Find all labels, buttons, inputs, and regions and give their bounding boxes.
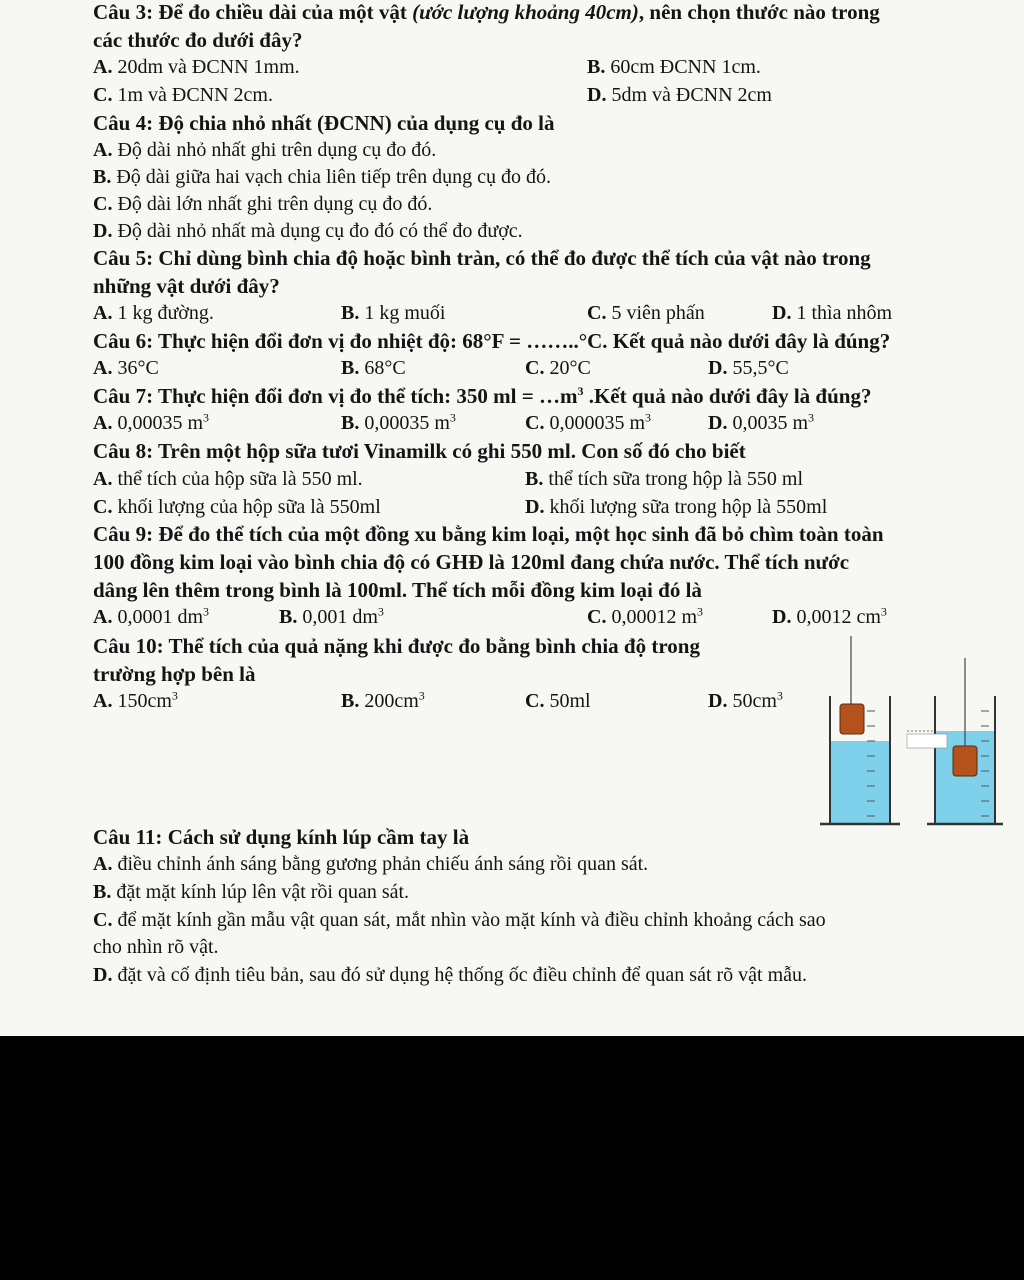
- option-letter: C.: [525, 357, 545, 379]
- left-cylinder: [820, 636, 900, 824]
- superscript: 3: [449, 410, 456, 425]
- question-9: [93, 522, 884, 547]
- option-letter: B.: [341, 690, 360, 712]
- q6-option-c: [525, 357, 591, 380]
- option-letter: D.: [772, 302, 792, 324]
- superscript: 3: [418, 688, 425, 703]
- option-text: 1 kg đường.: [117, 302, 214, 324]
- q8-option-a: [93, 468, 363, 491]
- q7-option-a: [93, 412, 209, 435]
- superscript: 3: [697, 604, 704, 619]
- option-letter: B.: [525, 468, 544, 490]
- option-letter: D.: [93, 220, 113, 242]
- question-11: [93, 825, 469, 850]
- option-text: 50ml: [549, 690, 591, 712]
- option-letter: D.: [772, 606, 792, 628]
- question-6-label: Câu 6:: [93, 329, 154, 353]
- option-letter: C.: [93, 909, 113, 931]
- superscript: 3: [808, 410, 815, 425]
- q8-option-c: [93, 496, 381, 519]
- question-5-label: Câu 5:: [93, 246, 154, 270]
- question-11-label: Câu 11:: [93, 825, 163, 849]
- question-3: [93, 0, 880, 25]
- option-text: 1m và ĐCNN 2cm.: [117, 84, 273, 106]
- superscript: 3: [203, 604, 210, 619]
- superscript: 3: [171, 688, 178, 703]
- option-letter: A.: [93, 139, 113, 161]
- q5-option-c: [587, 302, 705, 325]
- option-letter: A.: [93, 853, 113, 875]
- option-text: 60cm ĐCNN 1cm.: [610, 56, 761, 78]
- option-letter: C.: [93, 496, 113, 518]
- option-text: 200cm: [364, 690, 419, 712]
- option-text: 36°C: [117, 357, 159, 379]
- option-letter: C.: [525, 412, 545, 434]
- option-letter: C.: [587, 302, 607, 324]
- option-letter: B.: [341, 412, 360, 434]
- option-text: 0,000035 m: [549, 412, 646, 434]
- question-3-italic: (ước lượng khoảng 40cm): [412, 0, 639, 24]
- q7-option-c: [525, 412, 651, 435]
- question-3-text: Để đo chiều dài của một vật: [158, 0, 407, 24]
- question-6-text: Thực hiện đổi đơn vị đo nhiệt độ: 68°F = ……..°C. Kết quả nào dưới đây là đúng?: [157, 329, 891, 353]
- option-text: thể tích sữa trong hộp là 550 ml: [548, 468, 804, 490]
- question-11-text: Cách sử dụng kính lúp cầm tay là: [167, 825, 470, 849]
- question-3-label: Câu 3:: [93, 0, 154, 24]
- question-7-text-cont: .Kết quả nào dưới đây là đúng?: [583, 384, 872, 408]
- option-text: 55,5°C: [732, 357, 789, 379]
- option-text: 1 thìa nhôm: [796, 302, 892, 324]
- superscript: 3: [577, 384, 584, 398]
- question-9-text-line3: dâng lên thêm trong bình là 100ml. Thể tích mỗi đồng kim loại đó là: [93, 578, 702, 602]
- option-letter: A.: [93, 468, 113, 490]
- graduated-cylinders-figure: [815, 636, 1005, 831]
- q3-option-b: [587, 56, 761, 79]
- option-letter: A.: [93, 412, 113, 434]
- question-9-label: Câu 9:: [93, 522, 154, 546]
- q8-option-d: [525, 496, 827, 519]
- option-letter: B.: [93, 881, 112, 903]
- q5-option-a: [93, 302, 214, 325]
- option-text: 5dm và ĐCNN 2cm: [611, 84, 772, 106]
- q9-option-d: [772, 606, 887, 629]
- option-text: đặt và cố định tiêu bản, sau đó sử dụng hệ thống ốc điều chỉnh để quan sát rõ vật mẫu.: [117, 964, 808, 986]
- option-text: đặt mặt kính lúp lên vật rồi quan sát.: [116, 881, 410, 903]
- option-letter: D.: [708, 690, 728, 712]
- question-8-label: Câu 8:: [93, 439, 154, 463]
- option-text: 1 kg muối: [364, 302, 446, 324]
- question-8-text: Trên một hộp sữa tươi Vinamilk có ghi 550 ml. Con số đó cho biết: [157, 439, 746, 463]
- option-letter: C.: [587, 606, 607, 628]
- option-letter: A.: [93, 302, 113, 324]
- option-letter: D.: [525, 496, 545, 518]
- option-text: Độ dài giữa hai vạch chia liên tiếp trên dụng cụ đo đó.: [116, 166, 551, 188]
- q4-option-d: [93, 220, 523, 243]
- question-10: [93, 634, 700, 659]
- question-6: [93, 329, 890, 354]
- option-letter: A.: [93, 56, 113, 78]
- option-text: 0,00035 m: [117, 412, 204, 434]
- option-text: Độ dài nhỏ nhất ghi trên dụng cụ đo đó.: [117, 139, 437, 161]
- question-7-text: Thực hiện đổi đơn vị đo thể tích: 350 ml = …m: [157, 384, 578, 408]
- option-letter: A.: [93, 357, 113, 379]
- q7-option-b: [341, 412, 456, 435]
- option-letter: B.: [341, 357, 360, 379]
- option-text: 0,0012 cm: [796, 606, 881, 628]
- option-text: điều chỉnh ánh sáng bằng gương phản chiếu ánh sáng rồi quan sát.: [117, 853, 649, 875]
- question-10-label: Câu 10:: [93, 634, 164, 658]
- question-5-text: Chỉ dùng bình chia độ hoặc bình tràn, có thể đo được thể tích của vật nào trong: [158, 246, 871, 270]
- option-text: Độ dài nhỏ nhất mà dụng cụ đo đó có thể đo được.: [117, 220, 523, 242]
- q10-option-d: [708, 690, 783, 713]
- right-cylinder: [907, 658, 1003, 824]
- option-letter: A.: [93, 690, 113, 712]
- option-letter: A.: [93, 606, 113, 628]
- question-10-text: Thể tích của quả nặng khi được đo bằng bình chia độ trong: [168, 634, 700, 658]
- q3-option-c: [93, 84, 273, 107]
- option-letter: B.: [341, 302, 360, 324]
- question-5: [93, 246, 871, 271]
- q6-option-a: [93, 357, 159, 380]
- question-4: [93, 111, 555, 136]
- option-text: 20dm và ĐCNN 1mm.: [117, 56, 300, 78]
- q11-option-c-cont: [93, 936, 219, 959]
- question-4-text: Độ chia nhỏ nhất (ĐCNN) của dụng cụ đo là: [158, 111, 555, 135]
- superscript: 3: [203, 410, 210, 425]
- q9-option-a: [93, 606, 209, 629]
- q4-option-c: [93, 193, 432, 216]
- option-text: 0,00035 m: [364, 412, 450, 434]
- option-letter: C.: [525, 690, 545, 712]
- q6-option-d: [708, 357, 789, 380]
- option-text: 20°C: [549, 357, 591, 379]
- q3-option-d: [587, 84, 772, 107]
- q7-option-d: [708, 412, 814, 435]
- q4-option-a: [93, 139, 436, 162]
- option-letter: B.: [279, 606, 298, 628]
- question-3-text-cont: , nên chọn thước nào trong: [638, 0, 880, 24]
- left-water: [830, 741, 890, 823]
- q11-option-b: [93, 881, 409, 904]
- q8-option-b: [525, 468, 803, 491]
- raised-level-label: [907, 734, 947, 748]
- q11-option-c: [93, 909, 826, 932]
- option-letter: B.: [93, 166, 112, 188]
- q10-option-a: [93, 690, 178, 713]
- option-text: Độ dài lớn nhất ghi trên dụng cụ đo đó.: [117, 193, 433, 215]
- option-text: khối lượng sữa trong hộp là 550ml: [549, 496, 828, 518]
- superscript: 3: [645, 410, 652, 425]
- q9-option-c: [587, 606, 703, 629]
- q3-option-a: [93, 56, 300, 79]
- question-8: [93, 439, 746, 464]
- option-letter: C.: [93, 84, 113, 106]
- question-5-text-line2: những vật dưới đây?: [93, 274, 280, 298]
- option-text: thể tích của hộp sữa là 550 ml.: [117, 468, 363, 490]
- option-text: 50cm: [732, 690, 777, 712]
- question-9-text: Để đo thể tích của một đồng xu bằng kim loại, một học sinh đã bỏ chìm toàn toàn: [158, 522, 884, 546]
- superscript: 3: [880, 604, 887, 619]
- option-letter: D.: [708, 412, 728, 434]
- option-letter: D.: [708, 357, 728, 379]
- superscript: 3: [377, 604, 384, 619]
- option-letter: D.: [587, 84, 607, 106]
- option-text: 68°C: [364, 357, 406, 379]
- q11-option-a: [93, 853, 648, 876]
- q10-option-b: [341, 690, 425, 713]
- q5-option-b: [341, 302, 445, 325]
- option-text: 0,00012 m: [611, 606, 698, 628]
- question-3-text-line2: các thước đo dưới đây?: [93, 28, 303, 52]
- option-text: 0,0035 m: [732, 412, 809, 434]
- question-10-text-line2: trường hợp bên là: [93, 662, 256, 686]
- q4-option-b: [93, 166, 551, 189]
- q6-option-b: [341, 357, 406, 380]
- question-7-label: Câu 7:: [93, 384, 154, 408]
- q11-option-d: [93, 964, 807, 987]
- right-weight: [953, 746, 977, 776]
- option-letter: B.: [587, 56, 606, 78]
- q9-option-b: [279, 606, 384, 629]
- left-weight: [840, 704, 864, 734]
- option-text: để mặt kính gần mẫu vật quan sát, mắt nhìn vào mặt kính và điều chỉnh khoảng cách sao: [117, 909, 826, 931]
- q10-option-c: [525, 690, 591, 713]
- option-text: khối lượng của hộp sữa là 550ml: [117, 496, 381, 518]
- option-text: cho nhìn rõ vật.: [93, 936, 219, 958]
- option-text: 150cm: [117, 690, 172, 712]
- q5-option-d: [772, 302, 892, 325]
- option-text: 5 viên phấn: [611, 302, 705, 324]
- question-9-text-line2: 100 đồng kim loại vào bình chia độ có GHĐ là 120ml đang chứa nước. Thể tích nước: [93, 550, 850, 574]
- question-4-label: Câu 4:: [93, 111, 154, 135]
- option-letter: D.: [93, 964, 113, 986]
- question-7: [93, 384, 871, 409]
- option-letter: C.: [93, 193, 113, 215]
- option-text: 0,0001 dm: [117, 606, 204, 628]
- superscript: 3: [776, 688, 783, 703]
- option-text: 0,001 dm: [302, 606, 378, 628]
